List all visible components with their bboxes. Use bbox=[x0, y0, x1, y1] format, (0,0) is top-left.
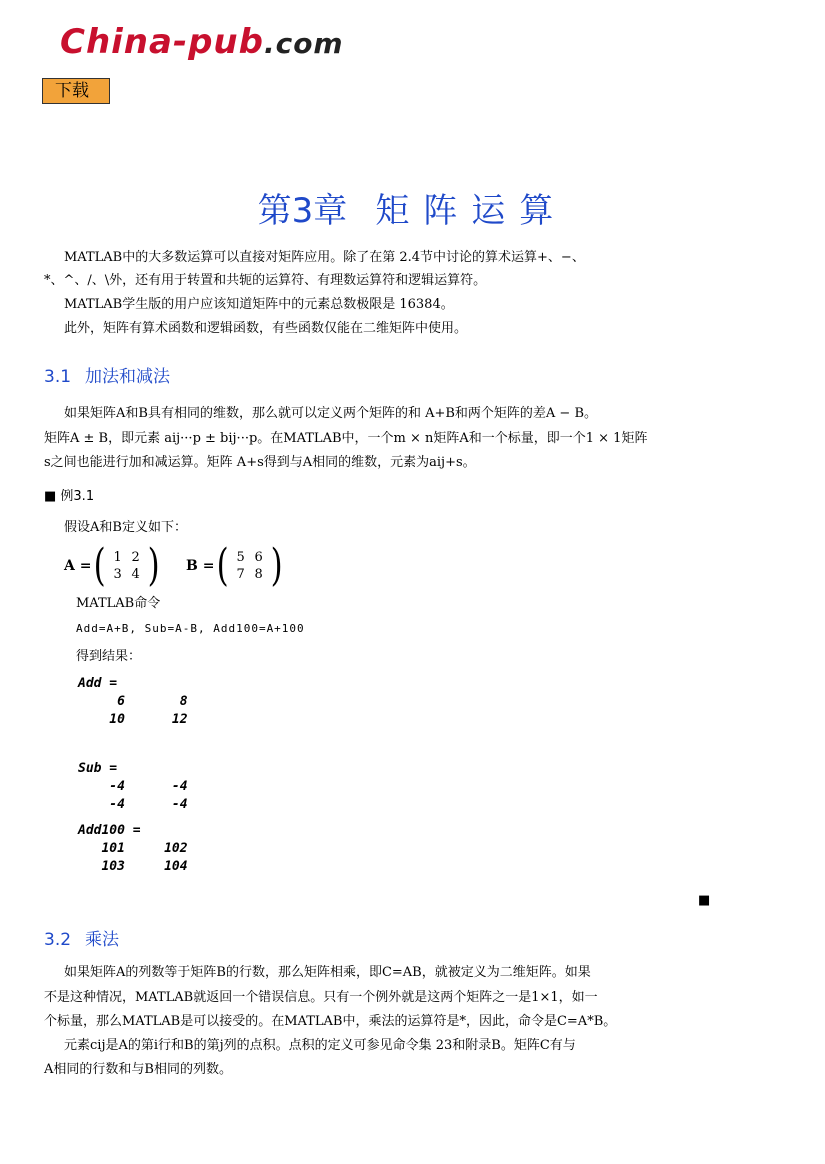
example-end-mark: ■ bbox=[698, 893, 711, 908]
section-number: 3.1 bbox=[44, 367, 72, 387]
intro-paragraph-3: 此外，矩阵有算术函数和逻辑函数，有些函数仅能在二维矩阵中使用。 bbox=[64, 321, 468, 336]
intro-paragraph-2: MATLAB学生版的用户应该知道矩阵中的元素总数极限是 16384。 bbox=[64, 297, 454, 312]
matrix-cell: 4 bbox=[131, 567, 140, 582]
right-paren: ) bbox=[270, 540, 283, 591]
section1-line-3: s之间也能进行加和减运算。矩阵 A+s得到与A相同的维数，元素为aij+s。 bbox=[44, 455, 476, 470]
matrix-b bbox=[186, 540, 285, 591]
section1-line-1: 如果矩阵A和B具有相同的维数，那么就可以定义两个矩阵的和 A+B和两个矩阵的差A − B。 bbox=[64, 406, 598, 421]
download-button[interactable]: 下载 bbox=[42, 78, 110, 104]
section-heading-3-1 bbox=[44, 362, 170, 387]
chapter-title bbox=[0, 183, 825, 232]
output-sub: Sub = -4 -4 -4 -4 bbox=[78, 761, 188, 812]
matrix-cell: 6 bbox=[254, 550, 263, 565]
left-paren: ( bbox=[217, 540, 230, 591]
example-assume: 假设A和B定义如下： bbox=[64, 520, 187, 535]
matrix-cell: 2 bbox=[131, 550, 140, 565]
intro-line-1: MATLAB中的大多数运算可以直接对矩阵应用。除了在第 2.4节中讨论的算术运算+、−、 bbox=[64, 250, 585, 265]
left-paren: ( bbox=[94, 540, 107, 591]
matrix-cell: 1 bbox=[113, 550, 122, 565]
matrix-cell: 3 bbox=[113, 567, 122, 582]
matrix-a-label: A = bbox=[64, 558, 92, 574]
section-heading-3-2 bbox=[44, 925, 119, 950]
section2-line-4: 元素cij是A的第i行和B的第j列的点积。点积的定义可参见命令集 23和附录B。矩阵C有与 bbox=[64, 1038, 576, 1053]
matrix-a bbox=[64, 540, 162, 591]
command-label: MATLAB命令 bbox=[76, 596, 161, 611]
matrix-b-grid bbox=[232, 549, 268, 583]
matrix-cell: 7 bbox=[236, 567, 245, 582]
chapter-name: 矩阵运算 bbox=[375, 191, 568, 231]
matrix-cell: 8 bbox=[254, 567, 263, 582]
logo-text: China-pub bbox=[60, 22, 264, 62]
section2-line-5: A相同的行数和与B相同的列数。 bbox=[44, 1062, 232, 1077]
matlab-command: Add=A+B, Sub=A-B, Add100=A+100 bbox=[76, 622, 305, 635]
section-number: 3.2 bbox=[44, 930, 72, 950]
matrix-b-label: B = bbox=[186, 558, 215, 574]
section1-line-2: 矩阵A ± B，即元素 aij···p ± bij···p。在MATLAB中，一个m × n矩阵A和一个标量，即一个1 × 1矩阵 bbox=[44, 431, 648, 446]
intro-line-2: *、^、/、\外，还有用于转置和共轭的运算符、有理数运算符和逻辑运算符。 bbox=[44, 273, 487, 288]
output-add: Add = 6 8 10 12 bbox=[78, 676, 188, 727]
section-title: 加法和减法 bbox=[85, 367, 171, 387]
result-label: 得到结果： bbox=[76, 649, 142, 664]
output-add100: Add100 = 101 102 103 104 bbox=[78, 823, 188, 874]
section2-line-2: 不是这种情况，MATLAB就返回一个错误信息。只有一个例外就是这两个矩阵之一是1×1，如一 bbox=[44, 990, 598, 1005]
example-label: ■ 例3.1 bbox=[44, 489, 95, 504]
section2-line-3: 个标量，那么MATLAB是可以接受的。在MATLAB中，乘法的运算符是*，因此，命令是C=A*B。 bbox=[44, 1014, 617, 1029]
section-title: 乘法 bbox=[85, 930, 120, 950]
right-paren: ) bbox=[147, 540, 160, 591]
matrix-cell: 5 bbox=[236, 550, 245, 565]
section2-line-1: 如果矩阵A的列数等于矩阵B的行数，那么矩阵相乘，即C=AB，就被定义为二维矩阵。如果 bbox=[64, 965, 591, 980]
logo-suffix: .com bbox=[263, 27, 344, 60]
matrix-a-grid bbox=[109, 549, 145, 583]
chapter-number: 第3章 bbox=[257, 191, 348, 231]
china-pub-logo[interactable] bbox=[60, 22, 344, 62]
